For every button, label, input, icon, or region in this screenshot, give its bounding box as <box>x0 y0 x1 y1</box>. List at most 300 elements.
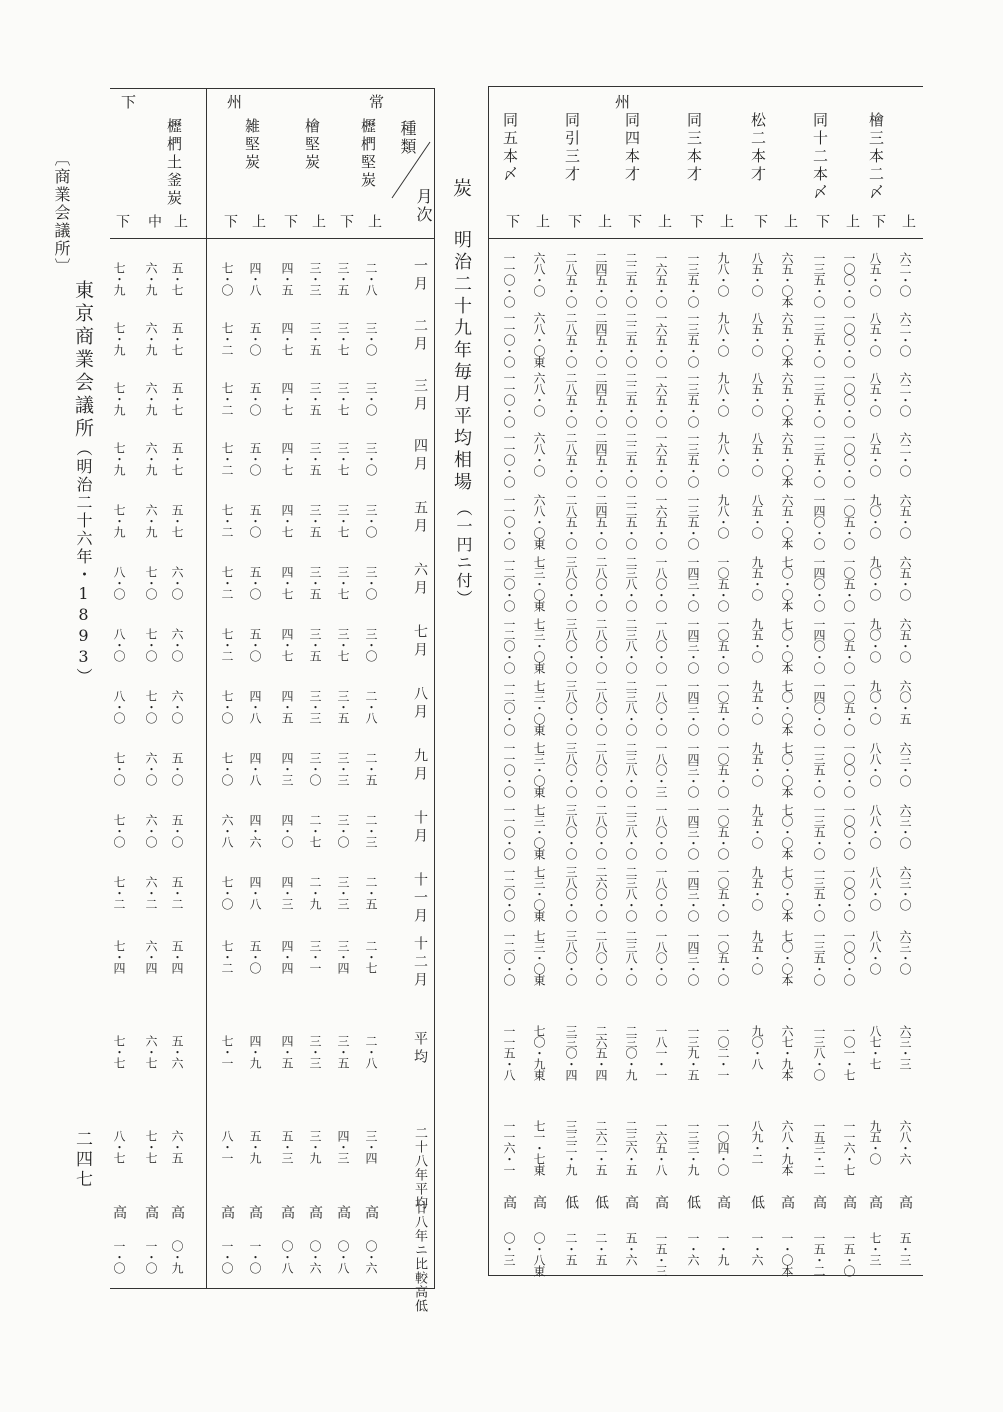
table-cell: 七・九 <box>112 262 126 295</box>
table-cell: 一三五・〇 <box>812 742 826 797</box>
column-sub-label: 下 <box>222 214 238 228</box>
table-cell: 四・八 <box>248 752 262 785</box>
source-bracket: 〔商業会議所〕 <box>52 150 71 276</box>
table-cell: 六七・九本 <box>780 1025 794 1080</box>
table-cell: 三八〇・〇 <box>564 866 578 921</box>
table-cell: 一四〇・〇 <box>812 494 826 549</box>
table-cell: 九〇・〇 <box>868 494 882 538</box>
table-cell: 六八・六 <box>898 1120 912 1164</box>
table-cell: 二四五・〇 <box>594 312 608 367</box>
table-cell: 五・七 <box>170 382 184 415</box>
table-cell: 高 <box>841 1195 857 1208</box>
table-cell: 七〇・〇本 <box>780 680 794 735</box>
table-cell: 一八〇・〇 <box>654 680 668 735</box>
table-cell: 八五・〇 <box>750 372 764 416</box>
table-cell: 三・七 <box>336 504 350 537</box>
column-sub-label: 下 <box>814 214 830 228</box>
table-cell: 七・九 <box>112 322 126 355</box>
table-cell: 一〇五・〇 <box>842 494 856 549</box>
table-cell: 高 <box>307 1205 323 1218</box>
table-cell: 六五・〇本 <box>780 312 794 367</box>
table-cell: 二・五 <box>364 752 378 785</box>
table-cell: 二・九 <box>308 876 322 909</box>
table-cell: 低 <box>563 1195 579 1208</box>
column-name: 同十二本〆 <box>811 112 829 202</box>
table-cell: 一三五・〇 <box>812 312 826 367</box>
column-sub-label: 下 <box>626 214 642 228</box>
table-cell: 三・〇 <box>308 752 322 785</box>
table-cell: 一三五・〇 <box>812 804 826 859</box>
table-cell: 九五・〇 <box>750 930 764 974</box>
table-cell: 八五・〇 <box>868 372 882 416</box>
table-cell: 七・一 <box>220 1035 234 1068</box>
table-cell: 五・二 <box>170 876 184 909</box>
table-cell: 一五・二 <box>812 1232 826 1276</box>
corner-type-label: 種類 <box>398 120 417 156</box>
right-table-bottom-rule <box>488 1275 923 1276</box>
table-cell: 高 <box>501 1195 517 1208</box>
table-cell: 三・四 <box>364 1130 378 1163</box>
table-cell: 二三八・〇 <box>624 804 638 859</box>
left-table-divider <box>206 88 207 1288</box>
table-cell: 二六五・四 <box>594 1025 608 1080</box>
column-name: 櫪椚土釜炭 <box>165 118 183 208</box>
source-year: （明治二十六年・1893） <box>74 440 93 686</box>
table-cell: 六三・〇 <box>898 742 912 786</box>
table-cell: 六・九 <box>144 442 158 475</box>
table-cell: 三・三 <box>336 876 350 909</box>
table-cell: 二三八・〇 <box>624 680 638 735</box>
table-cell-diff: 〇・六 <box>308 1240 322 1273</box>
table-cell: 七・九 <box>112 504 126 537</box>
source-org: 東京商業会議所 <box>72 280 94 441</box>
table-cell: 七〇・〇本 <box>780 742 794 797</box>
table-cell: 九〇・〇 <box>868 556 882 600</box>
table-cell: 六・九 <box>144 262 158 295</box>
table-cell: 高 <box>867 1195 883 1208</box>
table-cell: 一・〇本 <box>780 1232 794 1276</box>
table-cell: 六・〇 <box>170 690 184 723</box>
table-cell: 四・五 <box>280 1035 294 1068</box>
table-cell: 三・五 <box>336 690 350 723</box>
table-cell: 六八・〇 <box>532 432 546 476</box>
table-cell: 一一〇・〇 <box>502 252 516 307</box>
table-cell: 七・二 <box>220 940 234 973</box>
table-cell: 高 <box>715 1195 731 1208</box>
table-cell: 二二五・〇 <box>624 432 638 487</box>
table-cell: 八・一 <box>220 1130 234 1163</box>
table-cell: 一三五・〇 <box>812 372 826 427</box>
table-cell: 三八〇・〇 <box>564 556 578 611</box>
table-cell: 二三〇・九 <box>624 1025 638 1080</box>
table-cell: 二八〇・〇 <box>594 930 608 985</box>
group-label-shu-right: 州 <box>613 94 631 112</box>
table-cell: 一〇五・〇 <box>716 680 730 735</box>
month-label: 十一月 <box>412 872 428 926</box>
table-cell: 三・一 <box>308 940 322 973</box>
table-cell: 三・〇 <box>364 442 378 475</box>
column-sub-label: 下 <box>688 214 704 228</box>
column-name: 檜堅炭 <box>303 118 321 172</box>
column-sub-label: 上 <box>596 214 612 228</box>
month-label: 四月 <box>412 438 428 474</box>
column-name: 同三本才 <box>685 112 703 184</box>
table-cell: 六・〇 <box>144 814 158 847</box>
table-cell: 九〇・〇 <box>868 618 882 662</box>
table-cell: 二二五・〇 <box>624 252 638 307</box>
table-cell: 高 <box>143 1205 159 1218</box>
table-cell: 五・〇 <box>248 566 262 599</box>
table-cell: 七・〇 <box>112 752 126 785</box>
table-cell: 一一〇・〇 <box>502 494 516 549</box>
table-cell-diff: 〇・九 <box>170 1240 184 1273</box>
table-cell: 七・〇 <box>144 628 158 661</box>
table-cell: 一〇二・一 <box>716 1025 730 1080</box>
group-label-jo: 常 <box>367 94 385 112</box>
table-cell: 二三六・五 <box>624 1120 638 1175</box>
table-cell: 一〇五・〇 <box>716 804 730 859</box>
table-cell: 一四〇・〇 <box>812 556 826 611</box>
table-cell: 七〇・〇本 <box>780 556 794 611</box>
table-cell: 七・二 <box>220 628 234 661</box>
table-cell: 六三・〇 <box>898 866 912 910</box>
table-cell: 三・三 <box>308 1035 322 1068</box>
table-cell: 一〇五・〇 <box>842 680 856 735</box>
month-label: 七月 <box>412 624 428 660</box>
table-cell: 八五・〇 <box>868 312 882 356</box>
column-name: 同引三才 <box>563 112 581 184</box>
table-cell: 五・六 <box>170 1035 184 1068</box>
table-cell: 六五・〇本 <box>780 494 794 549</box>
table-cell: 七・〇 <box>220 690 234 723</box>
table-cell: 九五・〇 <box>750 556 764 600</box>
table-cell: 一二〇・〇 <box>502 556 516 611</box>
column-sub-label: 上 <box>310 214 326 228</box>
table-cell: 六・八 <box>220 814 234 847</box>
table-cell: 六・五 <box>170 1130 184 1163</box>
table-cell: 一六五・〇 <box>654 494 668 549</box>
table-cell: 九八・〇 <box>716 494 730 538</box>
table-cell: 二・五 <box>364 876 378 909</box>
table-cell: 三・四 <box>336 940 350 973</box>
table-cell: 五・六 <box>624 1232 638 1265</box>
left-table-top-rule <box>110 88 435 89</box>
table-cell: 六・九 <box>144 322 158 355</box>
table-cell: 三・七 <box>336 322 350 355</box>
table-cell: 八五・〇 <box>750 312 764 356</box>
page-number: 二四七 <box>72 1130 92 1190</box>
table-cell: 二・五 <box>594 1232 608 1265</box>
table-cell: 七・七 <box>112 1035 126 1068</box>
table-cell: 三・五 <box>308 382 322 415</box>
table-cell: 三・七 <box>336 442 350 475</box>
corner-month-label: 月次 <box>414 188 433 224</box>
table-cell: 二八五・〇 <box>564 372 578 427</box>
table-cell: 六八・〇東 <box>532 312 546 367</box>
table-cell: 二三八・〇 <box>624 866 638 921</box>
column-sub-label: 下 <box>752 214 768 228</box>
table-cell: 八八・〇 <box>868 930 882 974</box>
column-name: 櫪椚堅炭 <box>359 118 377 190</box>
table-cell: 三・三 <box>308 262 322 295</box>
table-cell: 三・九 <box>308 1130 322 1163</box>
table-cell: 二・三 <box>364 814 378 847</box>
table-cell: 四・七 <box>280 628 294 661</box>
table-cell: 高 <box>219 1205 235 1218</box>
table-cell: 一二〇・〇 <box>502 680 516 735</box>
table-cell: 二八〇・〇 <box>594 618 608 673</box>
table-cell: 三・五 <box>308 442 322 475</box>
table-cell: 一三五・〇 <box>812 866 826 921</box>
table-cell: 二六〇・〇 <box>594 866 608 921</box>
table-cell: 一〇四・〇 <box>716 1120 730 1175</box>
table-cell: 三三二・九 <box>564 1120 578 1175</box>
table-cell: 一八〇・〇 <box>654 866 668 921</box>
page-subtitle: 明治二十九年毎月平均相場 <box>451 230 472 494</box>
table-cell: 二・七 <box>308 814 322 847</box>
table-cell: 三三〇・四 <box>564 1025 578 1080</box>
column-sub-label: 上 <box>656 214 672 228</box>
table-cell: 一〇〇・〇 <box>842 252 856 307</box>
table-cell: 一〇五・〇 <box>716 742 730 797</box>
column-sub-label: 下 <box>114 214 130 228</box>
table-cell: 九五・〇 <box>750 742 764 786</box>
table-cell: 六五・〇 <box>898 618 912 662</box>
table-cell: 六〇・五 <box>898 680 912 724</box>
table-cell: 一三五・〇 <box>686 312 700 367</box>
table-cell: 一四三・〇 <box>686 804 700 859</box>
table-cell: 一一〇・〇 <box>502 742 516 797</box>
table-cell: 一二〇・〇 <box>502 618 516 673</box>
table-cell-diff: 〇・八 <box>336 1240 350 1273</box>
table-cell: 六二・〇 <box>898 432 912 476</box>
table-cell: 二八〇・〇 <box>594 556 608 611</box>
table-cell: 二・八 <box>364 690 378 723</box>
table-cell: 八五・〇 <box>750 432 764 476</box>
table-cell: 七・〇 <box>220 876 234 909</box>
table-cell: 一一六・七 <box>842 1120 856 1175</box>
table-cell: 六二・〇 <box>898 252 912 296</box>
table-cell: 三八〇・〇 <box>564 930 578 985</box>
table-cell: 二八〇・〇 <box>594 742 608 797</box>
table-cell: 一〇〇・〇 <box>842 866 856 921</box>
table-cell: 六二・〇 <box>898 312 912 356</box>
table-cell: 六五・〇本 <box>780 372 794 427</box>
left-table-header-rule <box>110 238 435 239</box>
corner-diagonal <box>390 140 432 200</box>
table-cell: 七・二 <box>112 876 126 909</box>
month-label: 廿八年ニ比較高低 <box>412 1201 427 1313</box>
table-cell: 高 <box>779 1195 795 1208</box>
table-cell: 九八・〇 <box>716 372 730 416</box>
table-cell: 七〇・〇本 <box>780 930 794 985</box>
column-sub-label: 下 <box>282 214 298 228</box>
table-cell-diff: 一・〇 <box>220 1240 234 1273</box>
table-cell: 二八五・〇 <box>564 312 578 367</box>
column-sub-label: 上 <box>172 214 188 228</box>
table-cell: 八八・〇 <box>868 866 882 910</box>
table-cell: 七〇・〇本 <box>780 804 794 859</box>
table-cell: 高 <box>247 1205 263 1218</box>
table-cell: 一二〇・〇 <box>502 930 516 985</box>
column-sub-label: 下 <box>566 214 582 228</box>
column-sub-label: 中 <box>146 214 162 228</box>
table-cell: 一〇〇・〇 <box>842 432 856 487</box>
table-cell: 高 <box>279 1205 295 1218</box>
table-cell: 九五・〇 <box>750 866 764 910</box>
column-sub-label: 上 <box>366 214 382 228</box>
table-cell: 高 <box>363 1205 379 1218</box>
table-cell: 七・九 <box>112 382 126 415</box>
table-cell: 低 <box>685 1195 701 1208</box>
column-sub-label: 上 <box>782 214 798 228</box>
unit-note: （一円ニ付） <box>454 500 473 608</box>
table-cell: 五・〇 <box>248 382 262 415</box>
table-cell: 一〇〇・〇 <box>842 372 856 427</box>
column-sub-label: 上 <box>250 214 266 228</box>
table-cell: 一〇五・〇 <box>842 618 856 673</box>
table-cell: 一六五・〇 <box>654 252 668 307</box>
month-label: 九月 <box>412 748 428 784</box>
table-cell: 八五・〇 <box>750 252 764 296</box>
month-label: 十月 <box>412 810 428 846</box>
table-cell: 八五・〇 <box>868 432 882 476</box>
table-cell: 八九・二 <box>750 1120 764 1164</box>
page-title: 炭 <box>450 178 472 197</box>
table-cell: 六・九 <box>144 382 158 415</box>
table-cell: 一三五・〇 <box>686 372 700 427</box>
table-cell: 四・〇 <box>280 814 294 847</box>
month-label: 二十八年平均 <box>412 1126 427 1210</box>
table-cell: 五・〇 <box>248 504 262 537</box>
table-cell: 二三八・〇 <box>624 930 638 985</box>
table-cell: 九五・〇 <box>868 1120 882 1164</box>
table-cell: 高 <box>897 1195 913 1208</box>
table-cell: 二六二・五 <box>594 1120 608 1175</box>
table-cell: 四・七 <box>280 566 294 599</box>
table-cell: 六三・〇 <box>898 804 912 848</box>
table-cell: 四・三 <box>336 1130 350 1163</box>
table-cell: 五・三 <box>898 1232 912 1265</box>
table-cell: 三・〇 <box>364 566 378 599</box>
table-cell: 二三八・〇 <box>624 618 638 673</box>
table-cell: 四・八 <box>248 262 262 295</box>
table-cell: 七〇・〇本 <box>780 618 794 673</box>
table-cell: 八・〇 <box>112 690 126 723</box>
table-cell: 一一六・一 <box>502 1120 516 1175</box>
table-cell: 一〇〇・〇 <box>842 804 856 859</box>
table-cell: 一六五・〇 <box>654 372 668 427</box>
table-cell: 七・〇 <box>144 690 158 723</box>
table-cell: 二三八・〇 <box>624 742 638 797</box>
table-cell: 七・三 <box>868 1232 882 1265</box>
table-cell: 二二五・〇 <box>624 372 638 427</box>
table-cell: 九八・〇 <box>716 252 730 296</box>
table-cell: 低 <box>749 1195 765 1208</box>
table-cell: 一〇五・〇 <box>716 866 730 921</box>
table-cell: 八八・〇 <box>868 804 882 848</box>
table-cell: 一五三・二 <box>812 1120 826 1175</box>
table-cell: 六・七 <box>144 1035 158 1068</box>
table-cell: 七三・〇東 <box>532 680 546 735</box>
table-cell: 七・四 <box>112 940 126 973</box>
table-cell: 三・五 <box>308 322 322 355</box>
table-cell: 六八・九本 <box>780 1120 794 1175</box>
table-cell: 一四三・〇 <box>686 680 700 735</box>
table-cell: 二四五・〇 <box>594 252 608 307</box>
table-cell: 高 <box>169 1205 185 1218</box>
table-cell: 高 <box>653 1195 669 1208</box>
table-cell: 七三・〇東 <box>532 556 546 611</box>
table-cell: 二八五・〇 <box>564 432 578 487</box>
table-cell: 九八・〇 <box>716 432 730 476</box>
table-cell: 二二五・〇 <box>624 494 638 549</box>
table-cell: 一〇五・〇 <box>716 556 730 611</box>
month-label: 五月 <box>412 500 428 536</box>
table-cell: 七三・〇東 <box>532 930 546 985</box>
table-cell: 二八〇・〇 <box>594 680 608 735</box>
table-cell: 八・七 <box>112 1130 126 1163</box>
column-name: 同四本才 <box>623 112 641 184</box>
table-cell: 一一〇・〇 <box>502 804 516 859</box>
table-cell: 五・七 <box>170 262 184 295</box>
right-table-header-rule <box>488 238 923 239</box>
column-sub-label: 上 <box>844 214 860 228</box>
table-cell: 一二〇・〇 <box>502 866 516 921</box>
table-cell: 一六五・八 <box>654 1120 668 1175</box>
table-cell: 八・〇 <box>112 566 126 599</box>
table-cell: 九〇・八 <box>750 1025 764 1069</box>
table-cell: 一八一・一 <box>654 1025 668 1080</box>
table-cell: 一八〇・〇 <box>654 618 668 673</box>
table-cell: 〇・三 <box>502 1232 516 1265</box>
table-cell: 四・七 <box>280 504 294 537</box>
table-cell: 三・〇 <box>364 504 378 537</box>
table-cell: 六・〇 <box>144 752 158 785</box>
table-cell: 五・七 <box>170 504 184 537</box>
table-cell: 四・六 <box>248 814 262 847</box>
table-cell: 九五・〇 <box>750 680 764 724</box>
table-cell: 二・八 <box>364 1035 378 1068</box>
table-cell: 一三五・〇 <box>686 432 700 487</box>
table-cell: 一四〇・〇 <box>812 618 826 673</box>
table-cell: 二二五・〇 <box>624 312 638 367</box>
table-cell: 六二・〇 <box>898 372 912 416</box>
month-label: 一月 <box>412 258 428 294</box>
table-cell: 一三三・九 <box>686 1120 700 1175</box>
table-cell: 二四五・〇 <box>594 432 608 487</box>
table-cell: 六五・〇 <box>898 494 912 538</box>
table-cell-diff: 一・〇 <box>144 1240 158 1273</box>
month-label: 平均 <box>412 1031 428 1067</box>
column-name: 檜三本二〆 <box>867 112 885 202</box>
table-cell: 六五・〇本 <box>780 252 794 307</box>
left-table-outer-rule <box>434 88 435 1288</box>
table-cell: 二三八・〇 <box>624 556 638 611</box>
table-cell: 一六五・〇 <box>654 432 668 487</box>
table-cell: 一〇一・七 <box>842 1025 856 1080</box>
table-cell: 高 <box>335 1205 351 1218</box>
table-cell: 四・七 <box>280 322 294 355</box>
table-cell: 六・四 <box>144 940 158 973</box>
table-cell: 一〇〇・〇 <box>842 312 856 367</box>
table-cell: 七三・〇東 <box>532 618 546 673</box>
table-cell: 三・七 <box>336 628 350 661</box>
table-cell: 六・〇 <box>170 566 184 599</box>
table-cell: 五・四 <box>170 940 184 973</box>
table-cell-diff: 一・〇 <box>248 1240 262 1273</box>
column-sub-label: 上 <box>900 214 916 228</box>
